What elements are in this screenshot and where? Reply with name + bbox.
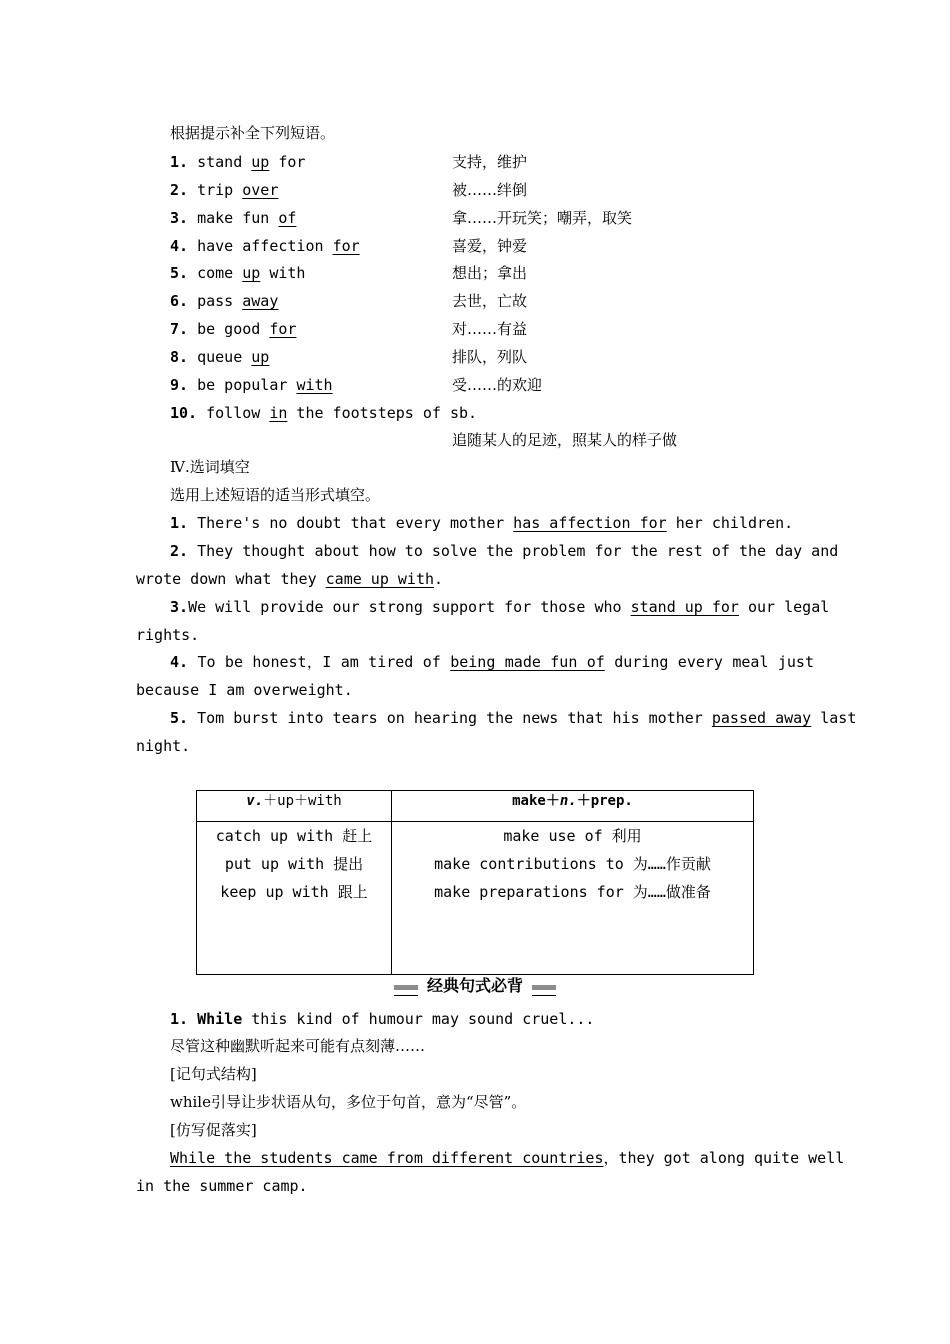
phrase-item: 10. follow in the footsteps of sb. — [170, 404, 478, 422]
phrase-item: 2. trip over — [170, 181, 279, 199]
phrase-meaning: 排队，列队 — [452, 348, 528, 366]
fill-question-5: 5. Tom burst into tears on hearing the news that his mother passed away last — [170, 709, 857, 727]
fill-question-1: 1. There's no doubt that every mother has affection for her children. — [170, 514, 794, 532]
key-sentence-keyword: While — [197, 1010, 243, 1028]
table-cell-col1 — [197, 822, 392, 975]
answer: has affection for — [513, 514, 667, 532]
phrase-item: 5. come up with — [170, 264, 306, 282]
phrase-meaning: 受……的欢迎 — [452, 376, 543, 394]
section4-intro: 选用上述短语的适当形式填空。 — [170, 486, 381, 504]
fill-question-4: 4. To be honest，I am tired of being made fun of during every meal just — [170, 653, 814, 671]
phrase-item: 1. stand up for — [170, 153, 306, 171]
table-entry: put up with 提出 — [224, 855, 364, 873]
phrase-item: 4. have affection for — [170, 237, 360, 255]
phrase-meaning: 追随某人的足迹，照某人的样子做 — [452, 431, 678, 449]
answer: for — [332, 237, 360, 255]
practice-sentence-cont: in the summer camp. — [136, 1177, 308, 1195]
practice-label: [仿写促落实] — [170, 1121, 257, 1139]
fill-question-2: 2. They thought about how to solve the problem for the rest of the day and — [170, 542, 839, 560]
table-header-col2: make＋n.＋prep. — [392, 791, 754, 822]
banner-bar-right — [528, 985, 556, 990]
section3-intro: 根据提示补全下列短语。 — [170, 124, 336, 142]
structure-text: while引导让步状语从句，多位于句首，意为“尽管”。 — [170, 1093, 527, 1111]
phrase-meaning: 拿……开玩笑；嘲弄，取笑 — [452, 209, 633, 227]
table-entry: make use of 利用 — [503, 827, 642, 845]
phrase-item: 8. queue up — [170, 348, 270, 366]
fill-question-3-cont: rights. — [136, 626, 200, 644]
section4-heading: Ⅳ.选词填空 — [170, 458, 250, 476]
fill-question-3: 3.We will provide our strong support for those who stand up for our legal — [170, 598, 830, 616]
table-entry: keep up with 跟上 — [220, 883, 368, 901]
table-header-col1: v.＋up＋with — [197, 791, 392, 822]
phrase-meaning: 去世，亡故 — [452, 292, 528, 310]
answer: up — [251, 348, 270, 366]
fill-question-5-cont: night. — [136, 737, 191, 755]
answer: with — [296, 376, 333, 394]
phrase-meaning: 想出；拿出 — [452, 264, 528, 282]
answer: in — [269, 404, 288, 422]
phrase-item: 6. pass away — [170, 292, 279, 310]
section-banner — [394, 976, 556, 998]
phrase-summary-table — [196, 790, 754, 975]
key-sentence-translation: 尽管这种幽默听起来可能有点刻薄…… — [170, 1037, 426, 1055]
phrase-meaning: 对……有益 — [452, 320, 528, 338]
answer: being made fun of — [450, 653, 605, 671]
answer: While the students came from different countries — [170, 1149, 604, 1167]
key-sentence: 1. While this kind of humour may sound cruel... — [170, 1010, 595, 1028]
phrase-meaning: 喜爱，钟爱 — [452, 237, 528, 255]
answer: of — [278, 209, 297, 227]
answer: stand up for — [630, 598, 739, 616]
answer: up — [251, 153, 270, 171]
answer: away — [242, 292, 279, 310]
table-entry: catch up with 赶上 — [215, 827, 373, 845]
fill-question-2-cont: wrote down what they came up with. — [136, 570, 444, 588]
answer: for — [269, 320, 297, 338]
table-cell-col2 — [392, 822, 754, 975]
table-entry: make preparations for 为……做准备 — [434, 883, 711, 901]
phrase-meaning: 被……绊倒 — [452, 181, 528, 199]
answer: passed away — [711, 709, 812, 727]
phrase-item: 3. make fun of — [170, 209, 297, 227]
answer: over — [242, 181, 279, 199]
phrase-meaning: 支持，维护 — [452, 153, 528, 171]
fill-question-4-cont: because I am overweight. — [136, 681, 353, 699]
answer: up — [242, 264, 261, 282]
table-entry: make contributions to 为……作贡献 — [434, 855, 711, 873]
banner-title: 经典句式必背 — [418, 975, 532, 997]
structure-label: [记句式结构] — [170, 1065, 257, 1083]
phrase-item: 7. be good for — [170, 320, 297, 338]
answer: came up with — [325, 570, 435, 588]
practice-sentence: While the students came from different countries，they got along quite well — [170, 1149, 845, 1167]
phrase-item: 9. be popular with — [170, 376, 333, 394]
